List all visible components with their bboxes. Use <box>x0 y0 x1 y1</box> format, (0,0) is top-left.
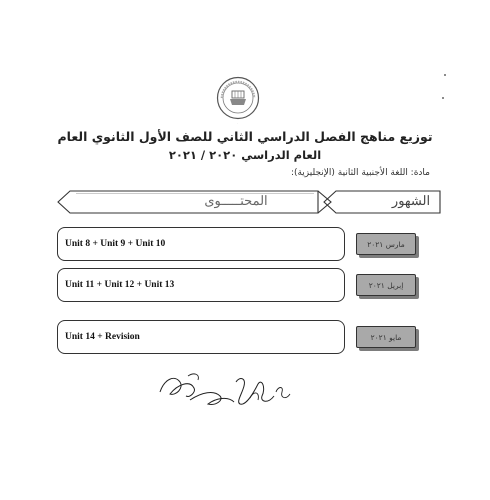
row-content: Unit 14 + Revision <box>65 332 140 342</box>
row-month: مايو ٢٠٢١ <box>356 326 416 348</box>
row-content: Unit 11 + Unit 12 + Unit 13 <box>65 280 175 290</box>
table-row <box>57 227 443 261</box>
table-row <box>57 268 443 302</box>
row-content: Unit 8 + Unit 9 + Unit 10 <box>65 239 166 249</box>
ministry-seal-icon <box>216 76 260 120</box>
handwritten-signature <box>150 362 300 412</box>
header-months-label: الشهور <box>391 194 431 209</box>
document-title: توزيع مناهج الفصل الدراسي الثاني للصف الأول الثانوي العام <box>57 129 433 144</box>
scan-speck <box>444 74 446 76</box>
table-header <box>56 189 442 215</box>
seal-caption: · <box>237 121 239 125</box>
academic-year: العام الدراسي ٢٠٢٠ / ٢٠٢١ <box>168 148 322 162</box>
row-month: إبريل ٢٠٢١ <box>356 274 416 296</box>
row-month: مارس ٢٠٢١ <box>356 233 416 255</box>
scan-speck <box>442 97 444 99</box>
table-row <box>57 320 443 354</box>
subject-line: مادة: اللغة الأجنبية الثانية (الإنجليزية): <box>290 168 430 178</box>
header-content-label: المحتـــــوى <box>204 194 268 209</box>
